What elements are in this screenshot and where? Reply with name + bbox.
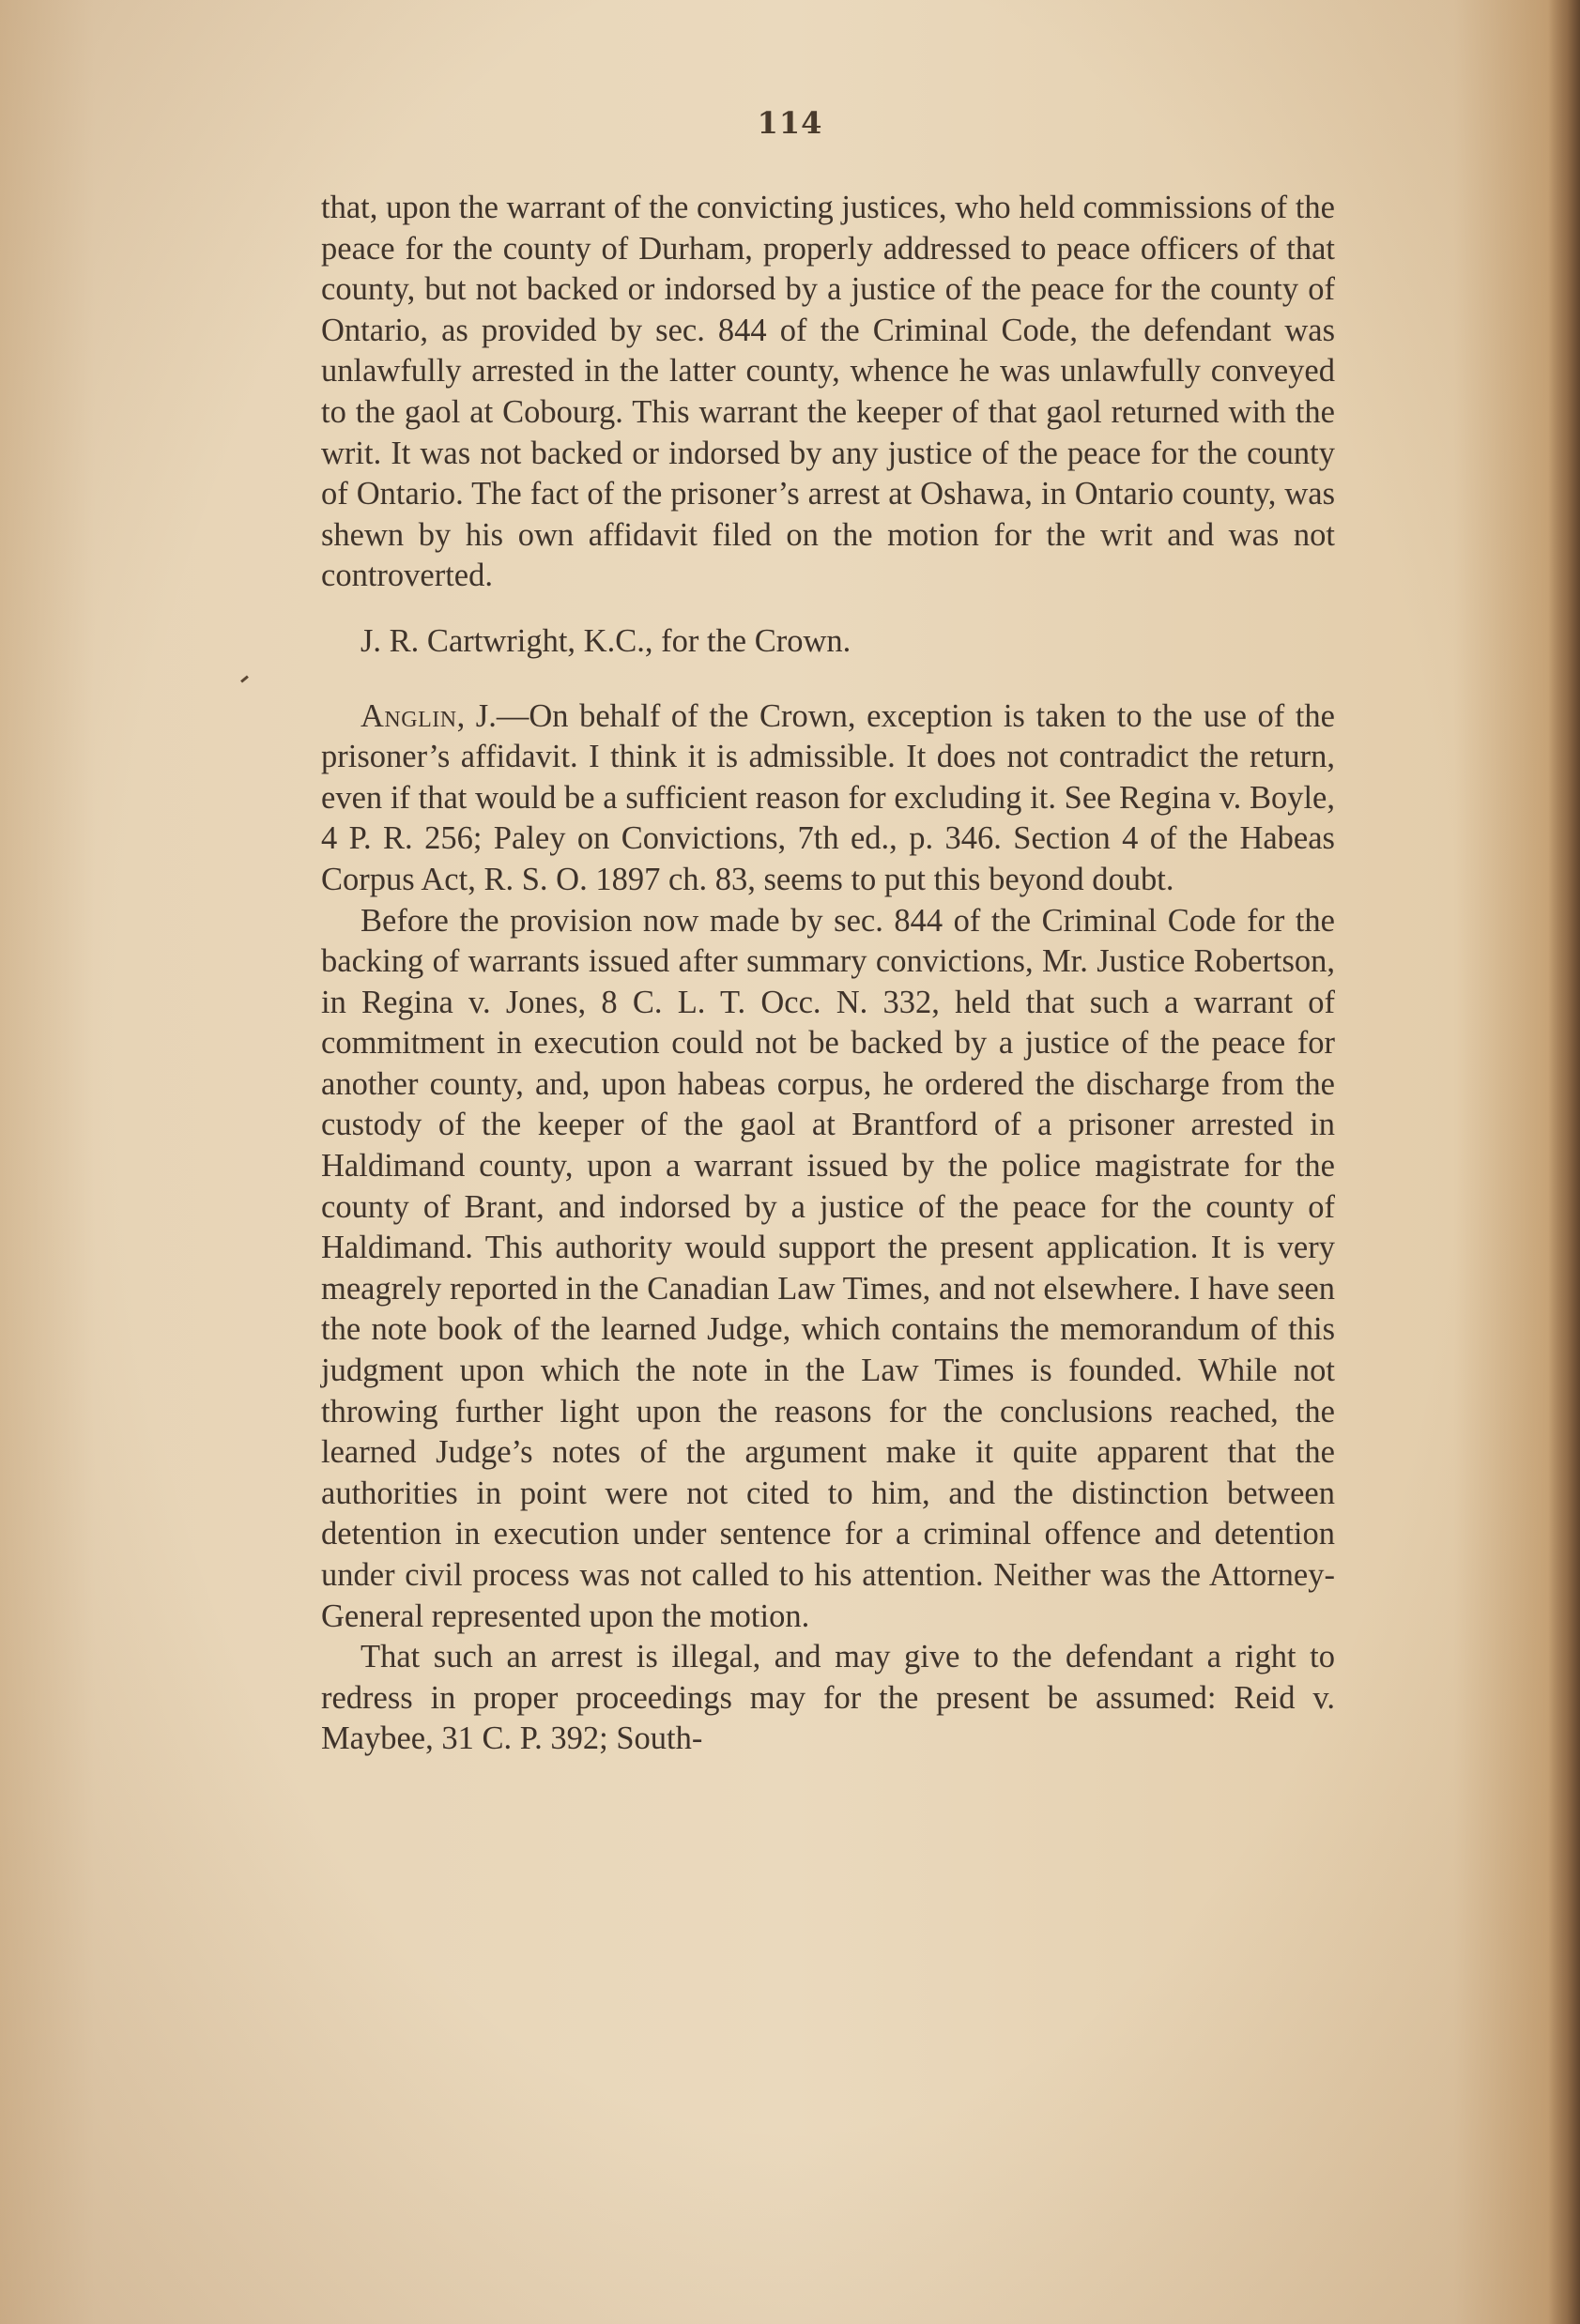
judgment-paragraph-2: Before the provision now made by sec. 844 of the Criminal Code for the backing of warrants issued after summary convictions, Mr. Justice Robertson, in Regina v. Jones, 8 C. L. T. Occ. N. 332, held that such a warrant of commitment in execution could not be backed by a justice of the peace for another county, and, upon habeas corpus, he ordered the discharge from the custody of the keeper of the gaol at Brantford of a prisoner arrested in Haldimand county, upon a warrant issued by the police magistrate for the county of Brant, and indorsed by a justice of the peace for the county of Haldimand. This authority would support the present application. It is very meagrely reported in the Canadian Law Times, and not elsewhere. I have seen the note book of the learned Judge, which contains the memorandum of this judgment upon which the note in the Law Times is founded. While not throwing further light upon the reasons for the conclusions reached, the learned Judge’s notes of the argument make it quite apparent that the authorities in point were not cited to him, and the distinction between detention in execution under sentence for a criminal offence and detention under civil process was not called to his attention. Neither was the Attorney-General represented upon the motion. (321, 902, 1335, 1634)
judgment-paragraph-1-text: , J.—On behalf of the Crown, exception is taken to the use of the prisoner’s affidavit. I think it is admissible. It does not contradict the return, even if that would be a sufficient reason for excluding it. See Regina v. Boyle, 4 P. R. 256; Paley on Convictions, 7th ed., p. 346. Section 4 of the Habeas Corpus Act, R. S. O. 1897 ch. 83, seems to put this beyond doubt. (321, 697, 1335, 897)
margin-mark (240, 675, 249, 682)
judge-name: Anglin (360, 697, 457, 734)
counsel-line: J. R. Cartwright, K.C., for the Crown. (360, 622, 851, 659)
page-edge-shadow (1548, 0, 1580, 2324)
judgment-paragraph-1 (321, 696, 1335, 901)
page-number: 114 (757, 105, 823, 141)
paragraph-continuation: that, upon the warrant of the convicting justices, who held commissions of the peace for the county of Durham, properly addressed to peace officers of that county, but not backed or indorsed by a justice of the peace for the county of Ontario, as provided by sec. 844 of the Criminal Code, the defendant was unlawfully arrested in the latter county, whence he was unlawfully conveyed to the gaol at Cobourg. This warrant the keeper of that gaol returned with the writ. It was not backed or indorsed by any justice of the peace for the county of Ontario. The fact of the prisoner’s arrest at Oshawa, in Ontario county, was shewn by his own affidavit filed on the motion for the writ and was not controverted. (321, 190, 1335, 594)
body-text (321, 188, 1335, 1760)
judgment-paragraph-3: That such an arrest is illegal, and may give to the defendant a right to redress in proper proceedings may for the present be assumed: Reid v. Maybee, 31 C. P. 392; South- (321, 1639, 1335, 1757)
